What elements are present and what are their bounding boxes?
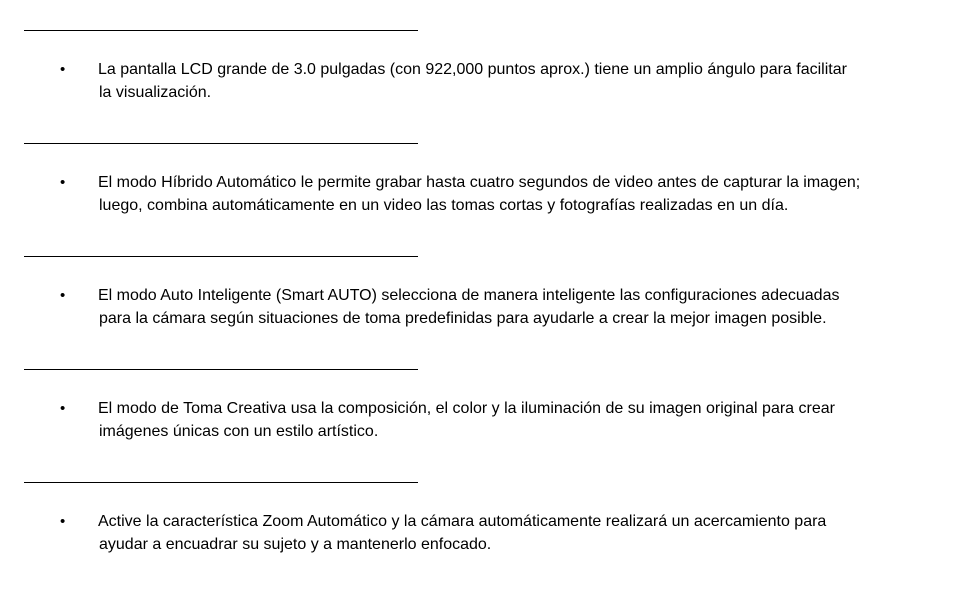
feature-text — [98, 58, 960, 104]
text-line: imágenes únicas con un estilo artístico. — [99, 423, 379, 440]
feature-text — [98, 510, 960, 556]
answer-line — [24, 256, 418, 257]
feature-text — [98, 284, 960, 330]
text-line: ayudar a encuadrar su sujeto y a mantenerlo enfocado. — [99, 536, 492, 553]
text-line: la visualización. — [99, 84, 212, 101]
answer-line — [24, 143, 418, 144]
text-line: luego, combina automáticamente en un video las tomas cortas y fotografías realizadas en un día. — [99, 197, 789, 214]
feature-text — [98, 171, 960, 217]
answer-line — [24, 482, 418, 483]
bullet-icon: • — [60, 174, 66, 191]
text-line: El modo Híbrido Automático le permite grabar hasta cuatro segundos de video antes de capturar la imagen; — [98, 174, 861, 191]
text-line: El modo de Toma Creativa usa la composición, el color y la iluminación de su imagen original para crear — [98, 400, 835, 417]
bullet-icon: • — [60, 61, 66, 78]
text-line: El modo Auto Inteligente (Smart AUTO) selecciona de manera inteligente las configuraciones adecuadas — [98, 287, 840, 304]
bullet-icon: • — [60, 513, 66, 530]
bullet-icon: • — [60, 287, 66, 304]
answer-line — [24, 30, 418, 31]
answer-line — [24, 369, 418, 370]
feature-text — [98, 397, 960, 443]
text-line: Active la característica Zoom Automático y la cámara automáticamente realizará un acercamiento para — [98, 513, 827, 530]
text-line: La pantalla LCD grande de 3.0 pulgadas (con 922,000 puntos aprox.) tiene un amplio ángulo para facilitar — [98, 61, 847, 78]
text-line: para la cámara según situaciones de toma predefinidas para ayudarle a crear la mejor imagen posible. — [99, 310, 827, 327]
bullet-icon: • — [60, 400, 66, 417]
